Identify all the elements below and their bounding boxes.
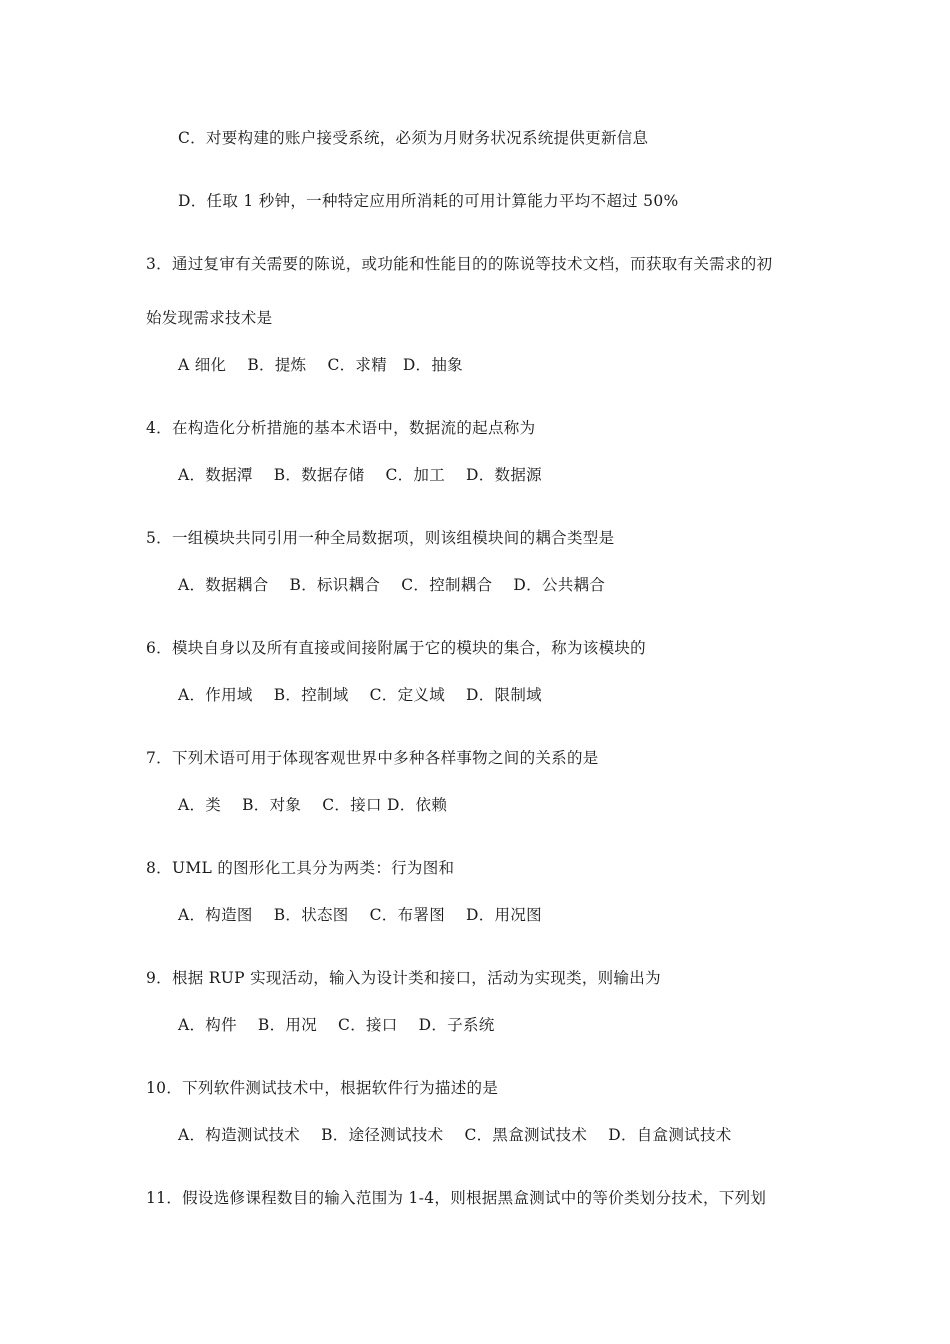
option-line: A．数据潭 B．数据存储 C．加工 D．数据源 [178,466,542,484]
option-line: A．作用域 B．控制域 C．定义域 D．限制域 [178,686,542,704]
question-line: 10．下列软件测试技术中，根据软件行为描述的是 [146,1079,499,1097]
question-line: 3．通过复审有关需要的陈说，或功能和性能目的的陈说等技术文档，而获取有关需求的初 [146,255,773,273]
option-line: A．构造测试技术 B．途径测试技术 C．黑盒测试技术 D．自盒测试技术 [178,1126,732,1144]
option-line: D．任取 1 秒钟，一种特定应用所消耗的可用计算能力平均不超过 50% [178,192,679,210]
question-line: 始发现需求技术是 [146,309,273,327]
option-line: C．对要构建的账户接受系统，必须为月财务状况系统提供更新信息 [178,129,649,147]
question-line: 11．假设选修课程数目的输入范围为 1-4，则根据黑盒测试中的等价类划分技术，下列划 [146,1189,767,1207]
question-line: 7．下列术语可用于体现客观世界中多种各样事物之间的关系的是 [146,749,599,767]
option-line: A．数据耦合 B．标识耦合 C．控制耦合 D．公共耦合 [178,576,606,594]
option-line: A．构造图 B．状态图 C．布署图 D．用况图 [178,906,542,924]
option-line: A．构件 B．用况 C．接口 D．子系统 [178,1016,495,1034]
question-line: 4．在构造化分析措施的基本术语中，数据流的起点称为 [146,419,536,437]
question-line: 9．根据 RUP 实现活动，输入为设计类和接口，活动为实现类，则输出为 [146,969,661,987]
question-line: 5．一组模块共同引用一种全局数据项，则该组模块间的耦合类型是 [146,529,615,547]
option-line: A．类 B．对象 C．接口 D．依赖 [178,796,448,814]
option-line: A 细化 B．提炼 C．求精 D．抽象 [178,356,463,374]
question-line: 8．UML 的图形化工具分为两类：行为图和 [146,859,455,877]
question-line: 6．模块自身以及所有直接或间接附属于它的模块的集合，称为该模块的 [146,639,646,657]
